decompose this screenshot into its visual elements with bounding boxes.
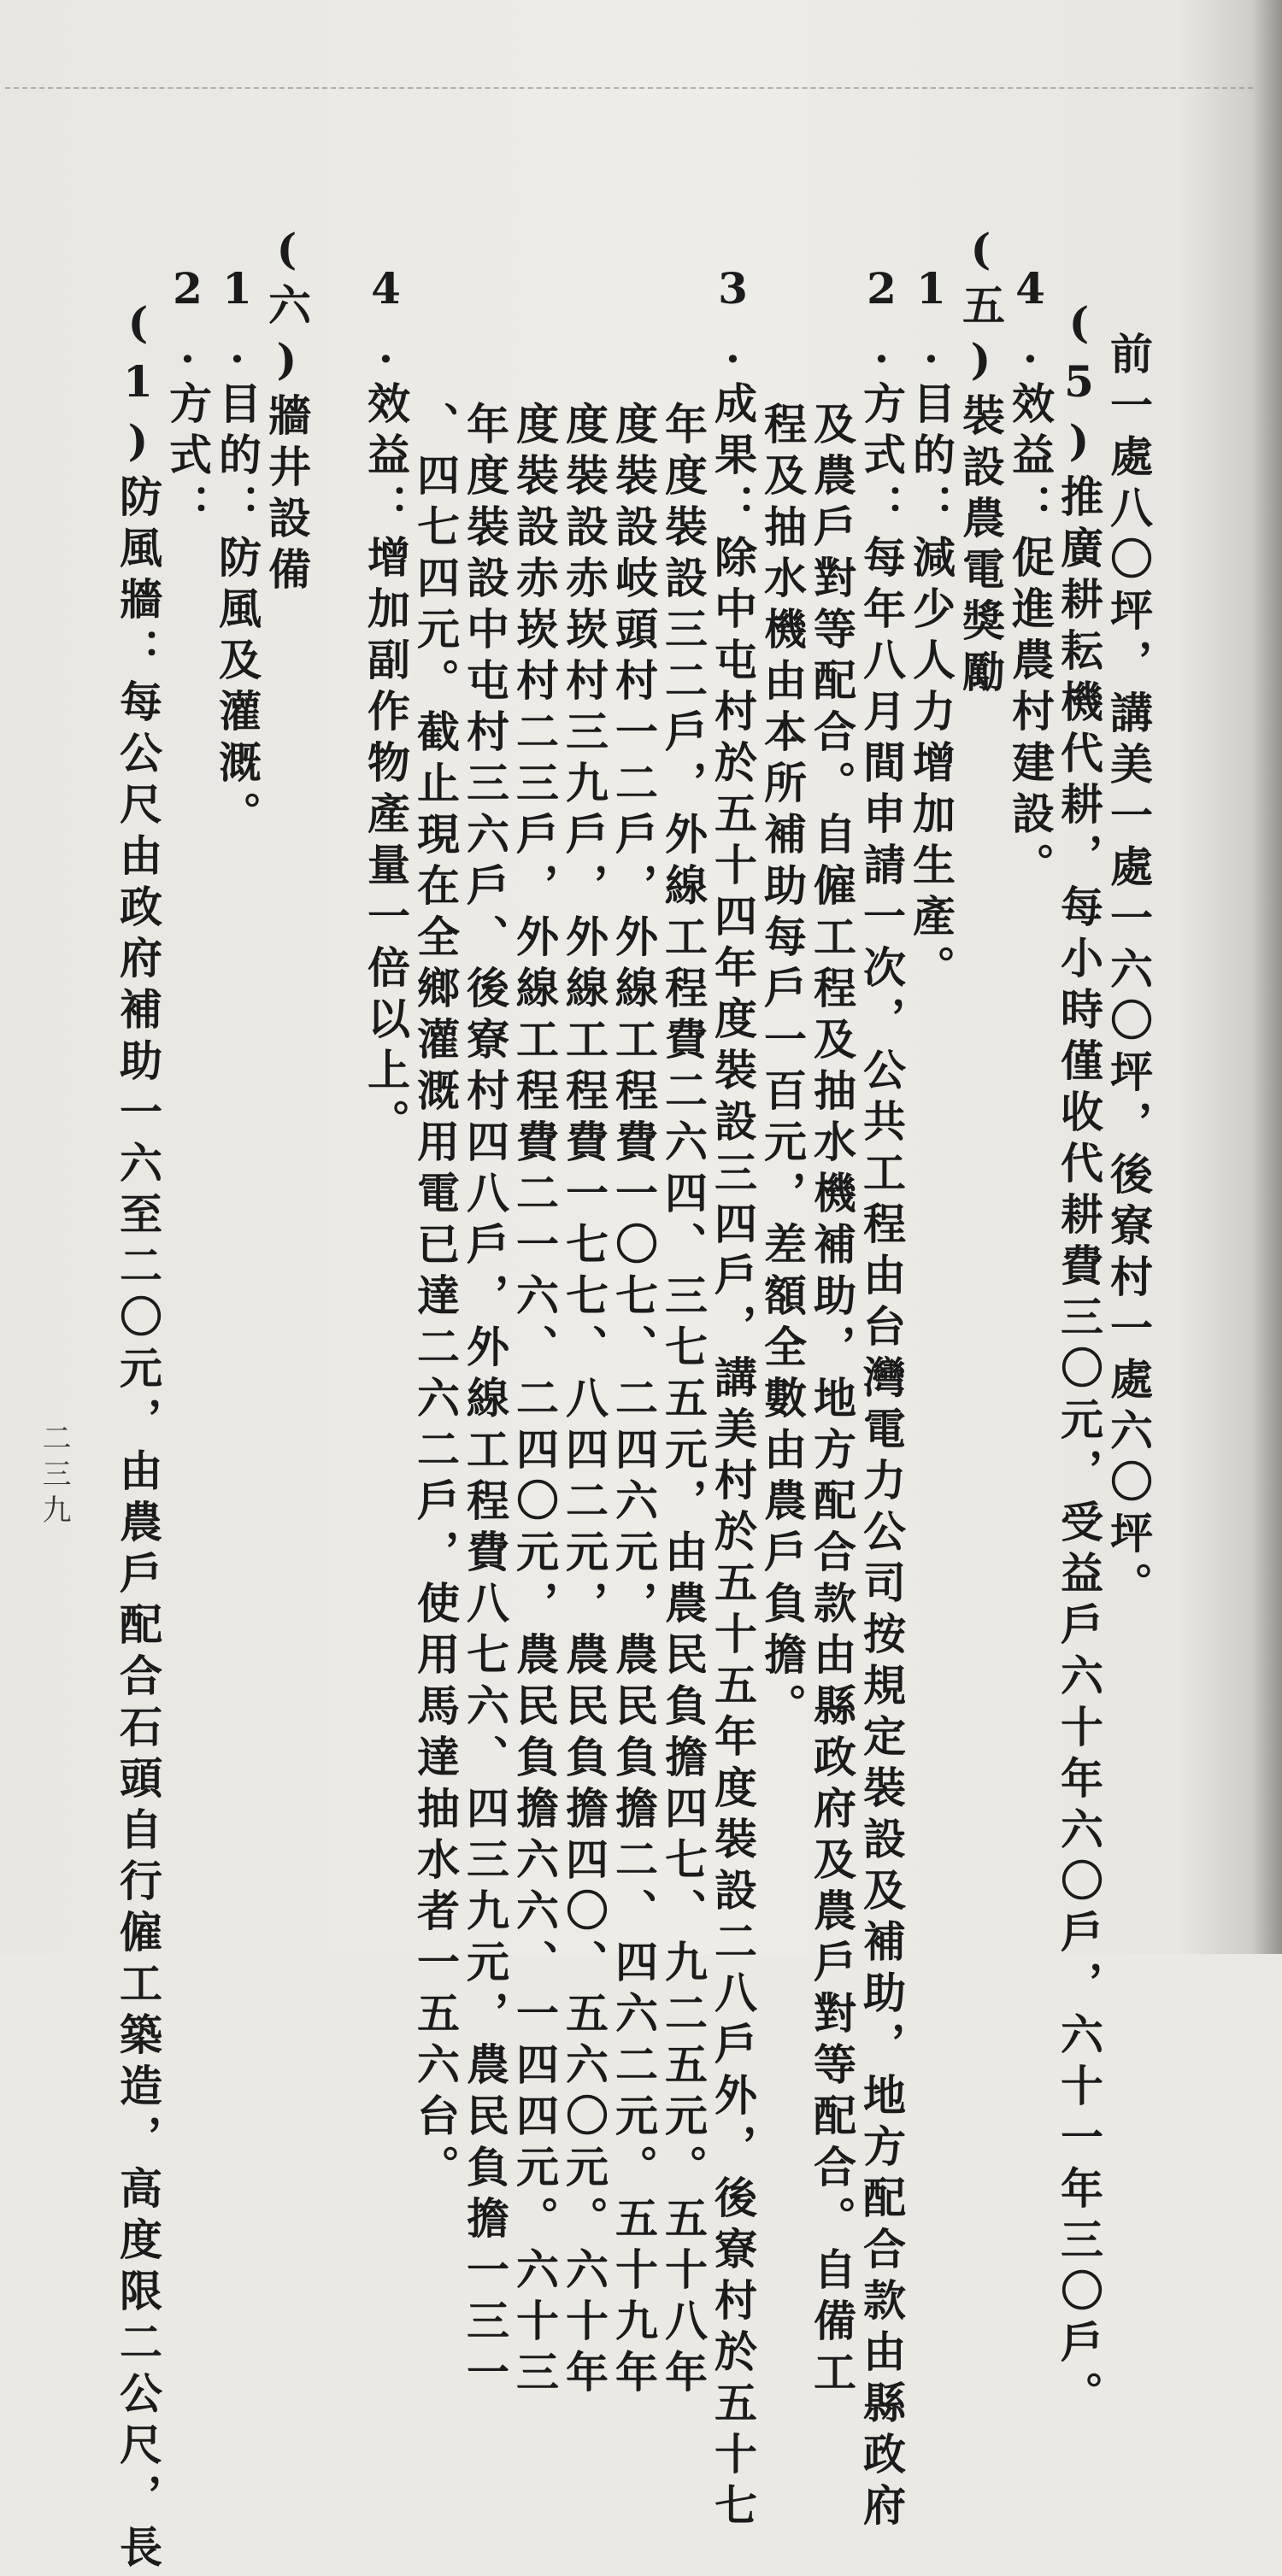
text-line-1: 前一處八〇坪，講美一處一六〇坪，後寮村一處六〇坪。 <box>1103 332 1154 1613</box>
text-line-14: 年度裝設中屯村三六戶、後寮村四八戶，外線工程費八七六、四三九元，農民負擔一三一 <box>460 402 510 2401</box>
text-line-3: 4.效益：促進農村建設。 <box>1005 263 1056 894</box>
section-heading-5: (五)裝設農電獎勵 <box>956 224 1006 701</box>
top-dashed-rule <box>5 87 1253 89</box>
section-heading-6: (六)牆井設備 <box>262 224 312 598</box>
text-line-18: 1.目的：防風及灌溉。 <box>212 263 262 842</box>
text-line-20: (1)防風牆：每公尺由政府補助一六至二〇元，由農戶配合石頭自行僱工築造，高度限二公尺，長 <box>113 297 163 2576</box>
text-line-5: 1.目的：減少人力增加生產。 <box>906 263 956 996</box>
text-line-8: 程及抽水機由本所補助每戶一百元，差額全數由農戶負擔。 <box>757 402 808 1734</box>
text-line-9: 3.成果：除中屯村於五十四年度裝設三四戶，講美村於五十五年度裝設二八戶外，後寮村於五十七 <box>708 263 758 2534</box>
text-line-11: 度裝設岐頭村一二戶，外線工程費一〇七、二四六元，農民負擔二、四六二元。五十九年 <box>609 402 659 2401</box>
text-line-12: 度裝設赤崁村三九戶，外線工程費一七七、八四二元，農民負擔四〇、五六〇元。六十年 <box>559 402 609 2401</box>
page-number: 二三九 <box>37 1423 71 1530</box>
text-line-10: 年度裝設三二戶，外線工程費二六四、三七五元，由農民負擔四七、九二五元。五十八年 <box>658 402 709 2401</box>
text-line-16: 4.效益：增加副作物產量一倍以上。 <box>361 263 411 1150</box>
text-line-6: 2.方式：每年八月間申請一次，公共工程由台灣電力公司按規定裝設及補助，地方配合款由縣政府 <box>856 263 907 2534</box>
text-line-2: (5)推廣耕耘機代耕，每小時僅收代耕費三〇元，受益戶六十年六〇戶，六十一年三〇戶。 <box>1054 297 1104 2422</box>
page-edge-shadow <box>1253 0 1282 1954</box>
text-line-19: 2.方式： <box>162 263 213 535</box>
text-line-7: 及農戶對等配合。自僱工程及抽水機補助，地方配合款由縣政府及農戶對等配合。自備工 <box>807 402 857 2401</box>
text-line-13: 度裝設赤崁村二三戶，外線工程費二一六、二四〇元，農民負擔六六、一四四元。六十三 <box>509 402 560 2401</box>
text-line-15: 、四七四元。截止現在全鄉灌溉用電已達二六二戶，使用馬達抽水者一五六台。 <box>410 402 461 2196</box>
